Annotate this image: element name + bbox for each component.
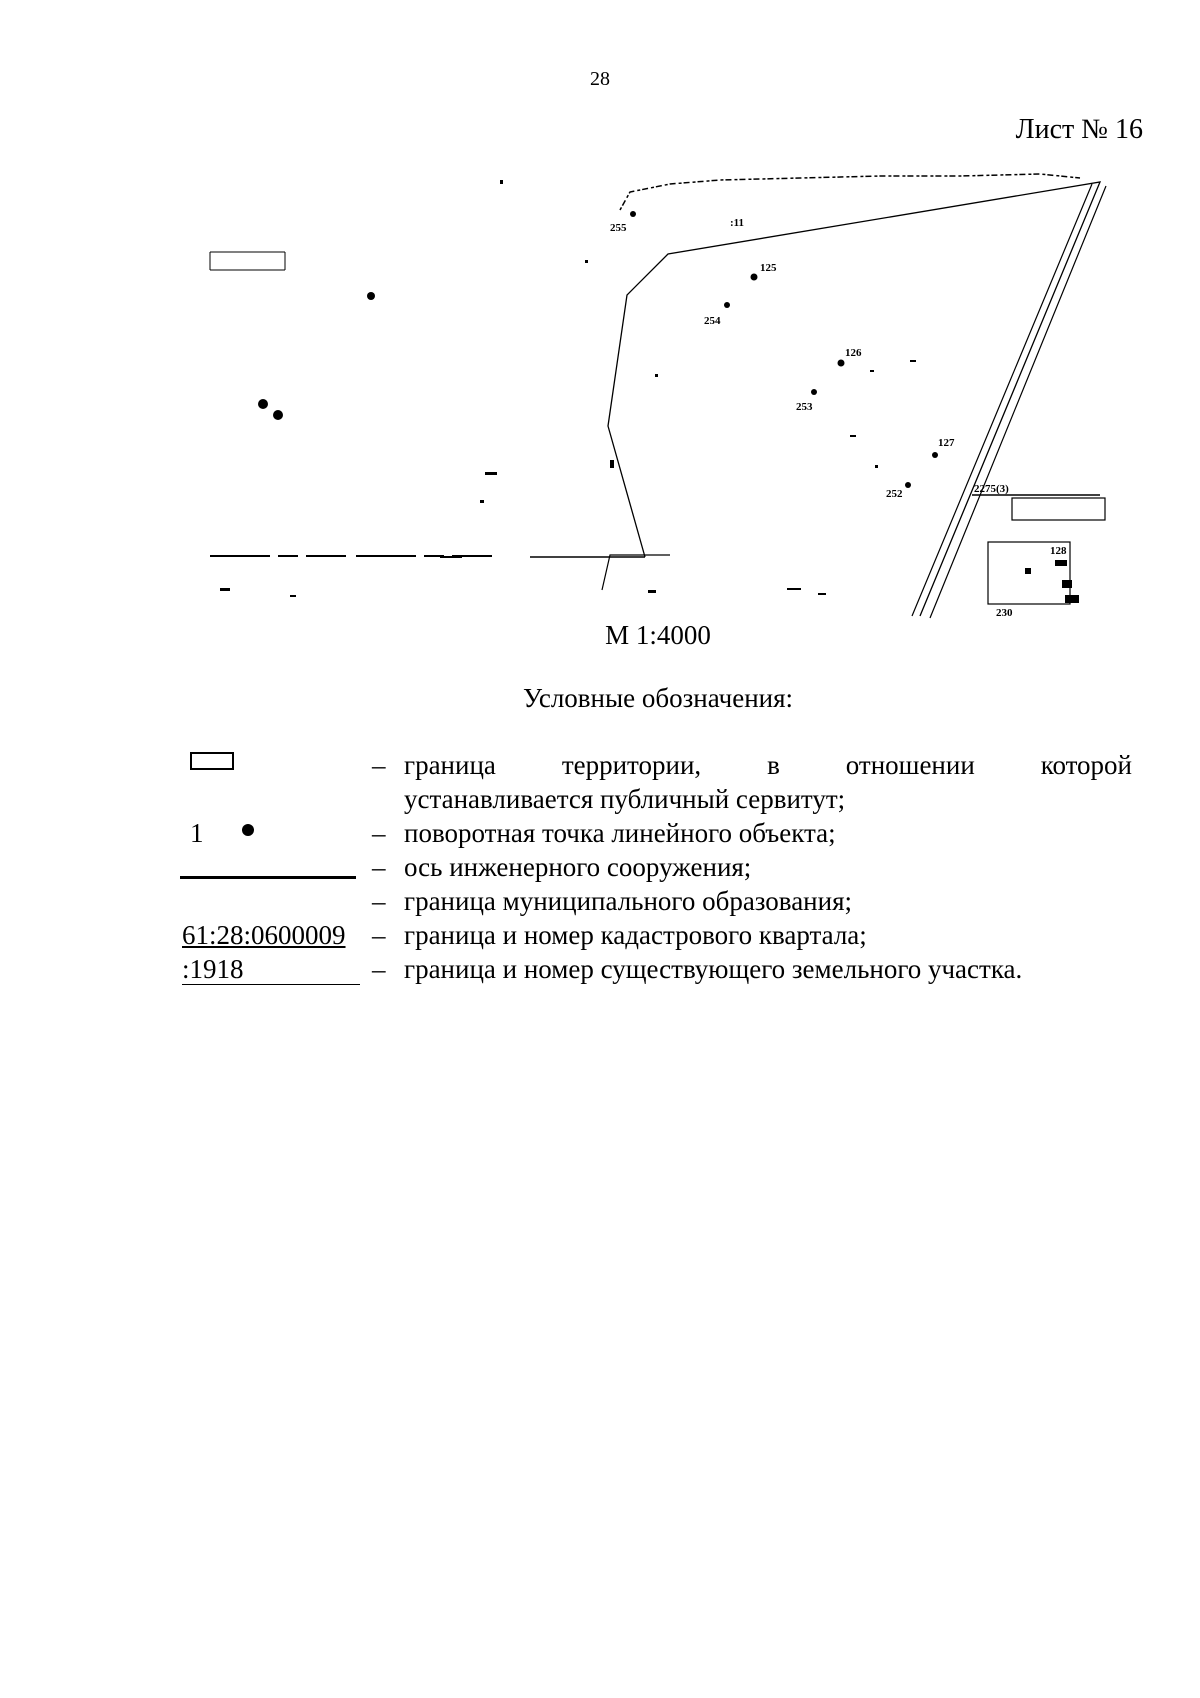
point-number: 1 [190, 818, 204, 848]
legend-text: ось инженерного сооружения; [404, 852, 752, 882]
legend-item-parcel [180, 952, 1132, 986]
cadastral-number: 61:28:0600009 [182, 920, 346, 950]
point-label-253: 253 [796, 401, 813, 413]
left-reference-box [210, 252, 285, 270]
legend-text: граница и номер кадастрового квартала; [404, 920, 867, 950]
point-label-254: 254 [704, 315, 721, 327]
legend-symbol-point [180, 816, 362, 850]
point-label-127: 127 [938, 437, 955, 449]
page-number: 28 [590, 68, 610, 90]
legend-title: Условные обозначения: [522, 683, 794, 713]
cadastral-fragment-label: :11 [730, 217, 745, 229]
turning-point-125 [751, 274, 758, 281]
map-figure [200, 170, 1110, 620]
legend-dash: – [372, 920, 386, 950]
legend-dash: – [372, 750, 386, 780]
legend-symbol-parcel [180, 952, 362, 986]
legend-item-municipal-boundary [180, 884, 1132, 918]
legend-dash: – [372, 886, 386, 916]
legend-text-line1: граница территории, в отношении которой [404, 750, 1132, 780]
turning-point-127 [932, 452, 938, 458]
point-label-125: 125 [760, 262, 777, 274]
legend-symbol-thick-line [180, 884, 362, 918]
map-drawing [200, 170, 1110, 620]
legend-symbol-cadastral [180, 918, 362, 952]
turning-point-255 [630, 211, 636, 217]
extract-reference-box [1012, 498, 1105, 520]
territory-boundary [602, 555, 670, 590]
legend-text: граница муниципального образования; [404, 886, 853, 916]
turning-point-252 [905, 482, 911, 488]
point-dot-icon [242, 824, 254, 836]
legend-dash: – [372, 954, 386, 984]
turning-point-253 [811, 389, 817, 395]
legend-item-cadastral-quarter [180, 918, 1132, 952]
map-scale: М 1:4000 [605, 620, 711, 650]
map-top-edge [620, 174, 1080, 210]
turning-point-left-c [367, 292, 375, 300]
turning-point-126 [838, 360, 845, 367]
point-label-128: 128 [1050, 545, 1067, 557]
turning-point-left-a [258, 399, 268, 409]
territory-boundary-main [608, 182, 1100, 616]
legend-text: поворотная точка линейного объекта; [404, 818, 836, 848]
legend-dash: – [372, 852, 386, 882]
legend-dash: – [372, 818, 386, 848]
sheet-label: Лист № 16 [1015, 114, 1143, 145]
legend-item-turning-point [180, 816, 1132, 850]
point-label-252: 252 [886, 488, 903, 500]
map-specks [220, 180, 1079, 603]
legend-text-line2: устанавливается публичный сервитут; [404, 784, 846, 814]
engineering-axis-2 [930, 186, 1106, 618]
parcel-number: :1918 [182, 952, 360, 985]
turning-point-254 [724, 302, 730, 308]
turning-point-left-b [273, 410, 283, 420]
point-label-230: 230 [996, 607, 1013, 619]
thick-line-icon [180, 876, 356, 879]
legend-item-servitude-boundary [180, 748, 1132, 816]
legend-text: граница и номер существующего земельного участка. [404, 954, 1023, 984]
rect-outline-icon [190, 752, 234, 770]
point-label-126: 126 [845, 347, 862, 359]
point-label-255: 255 [610, 222, 627, 234]
legend-symbol-rect [180, 748, 362, 782]
parcel-label: 2275(3) [974, 483, 1009, 495]
legend [180, 748, 1132, 986]
